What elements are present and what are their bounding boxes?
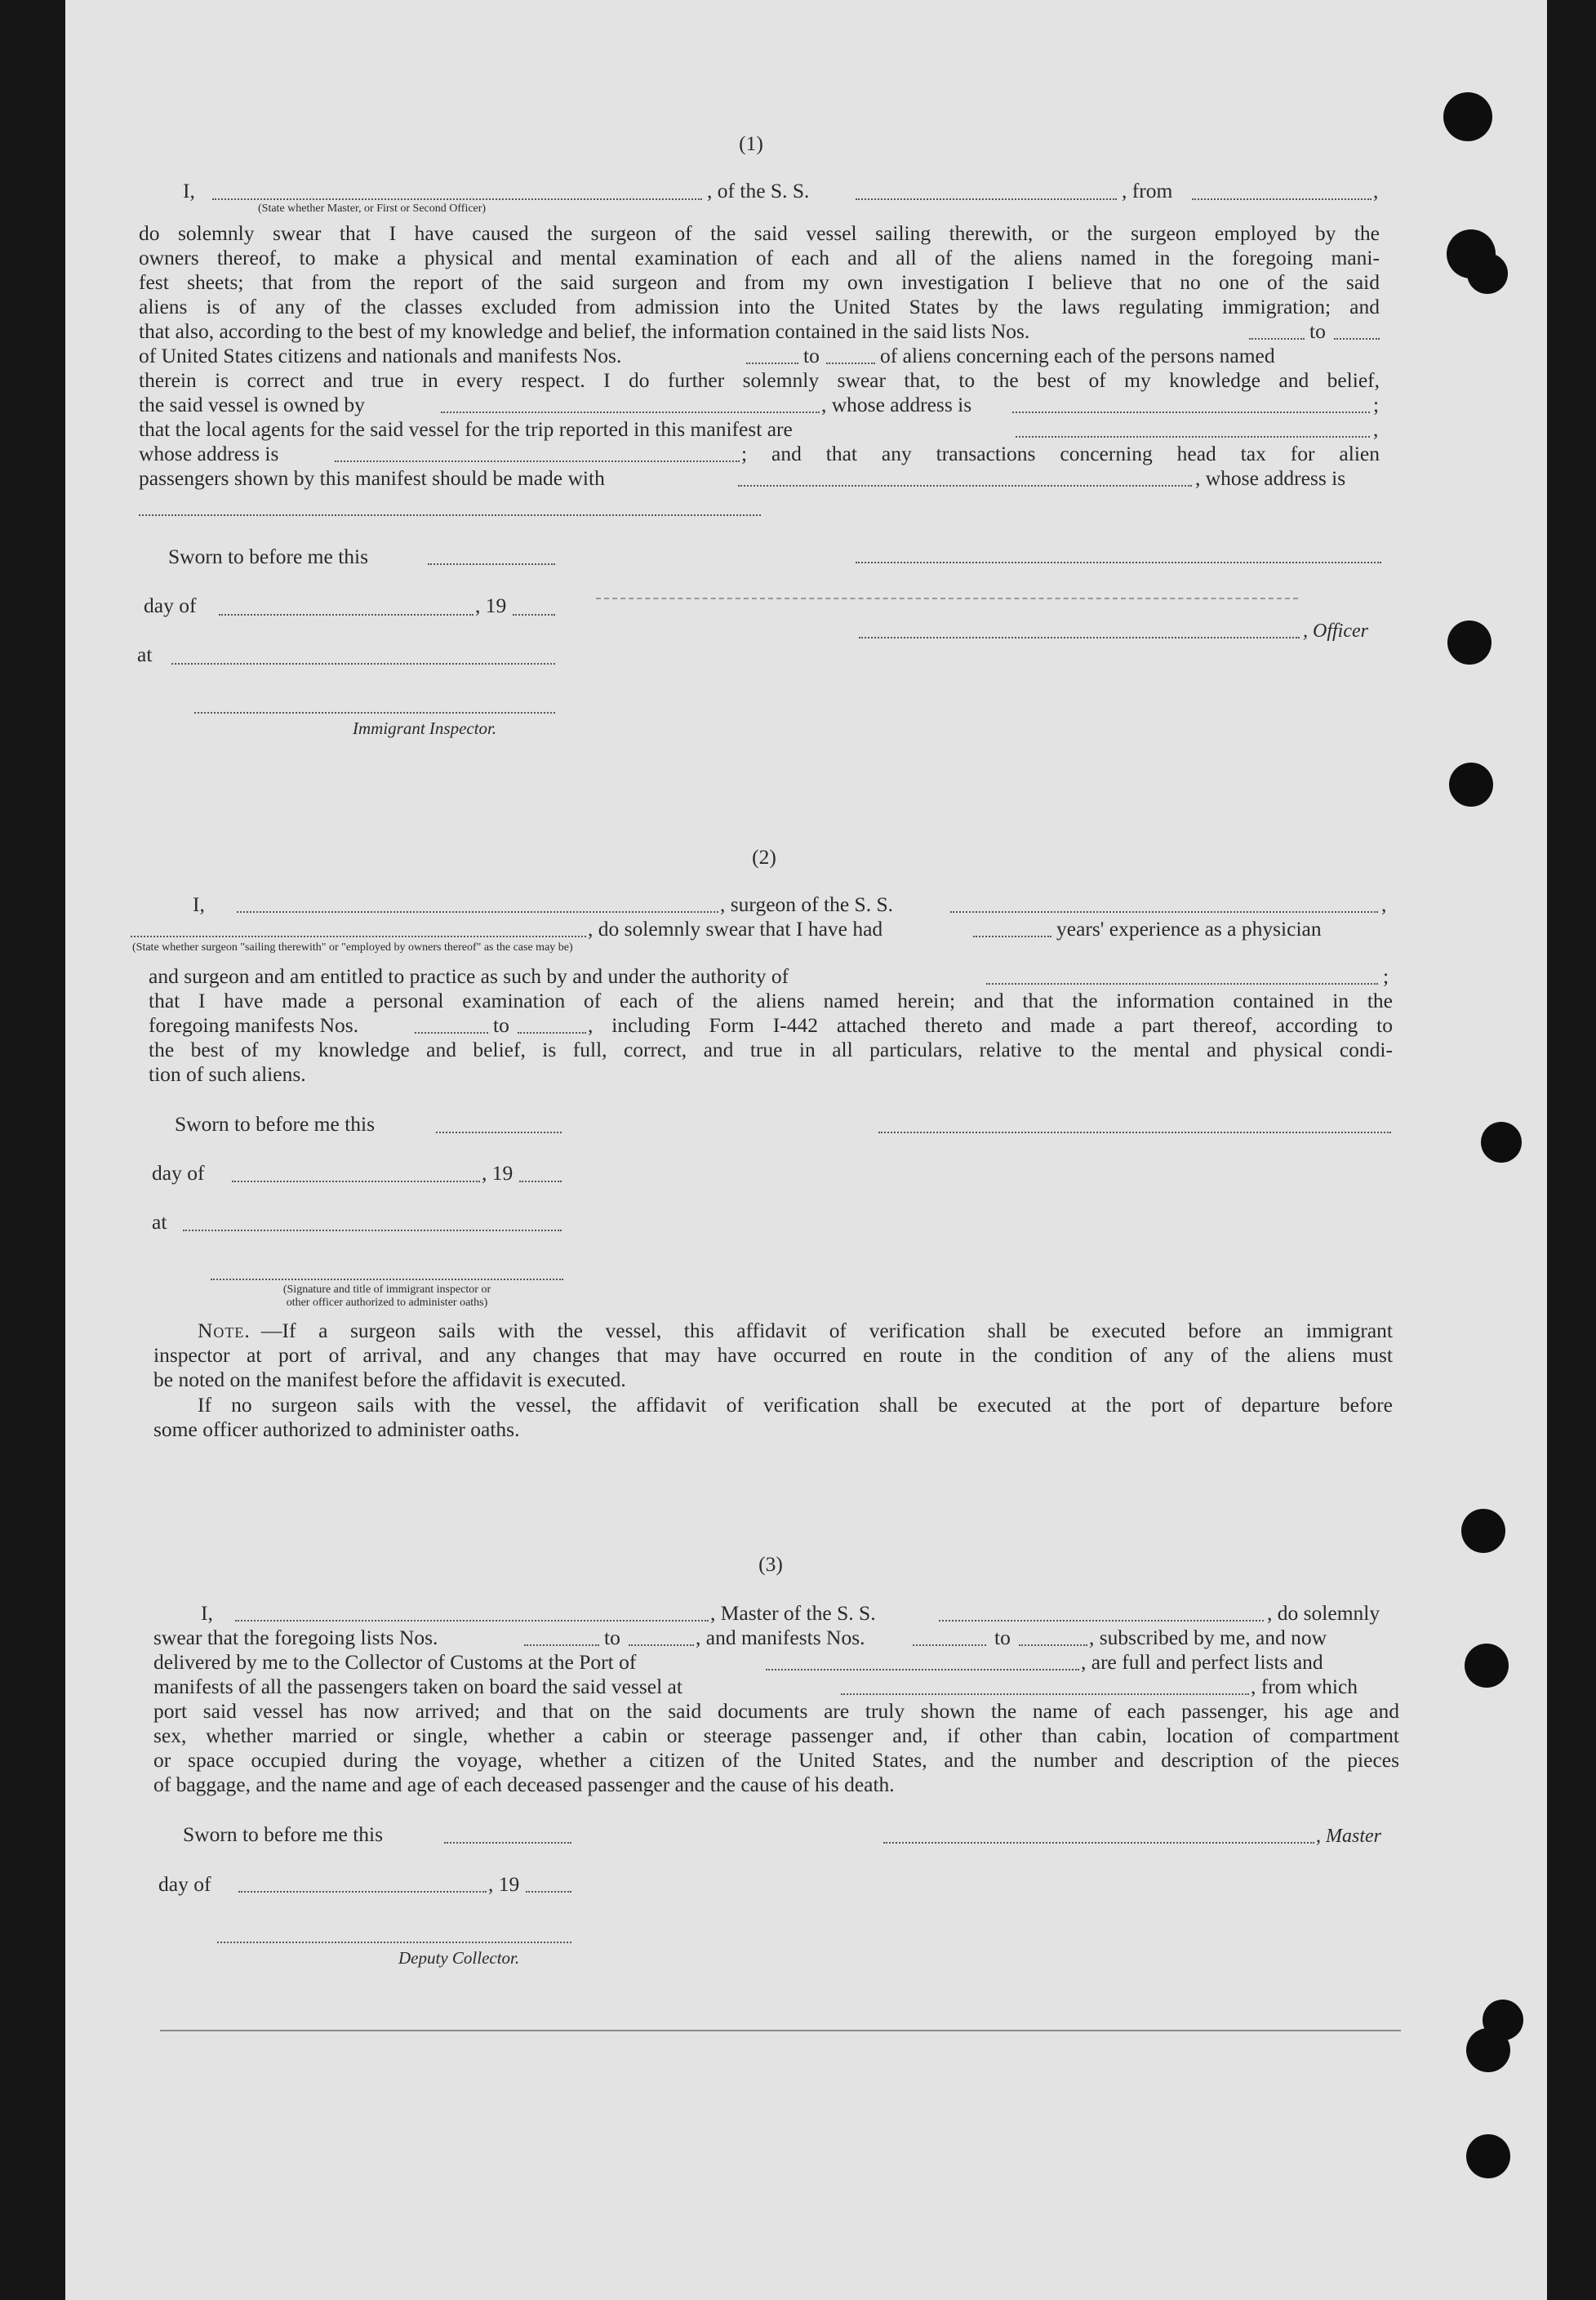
collector-signature-field — [217, 1942, 571, 1943]
oath-text: that also, according to the best of my knowledge and belief, the information contained in the said lists Nos. — [139, 319, 1030, 343]
oath-text: foregoing manifests Nos. — [149, 1013, 359, 1037]
oath-text: do solemnly swear that I have caused the surgeon of the said vessel sailing therewith, or the surgeon employed by the — [139, 221, 1380, 245]
lists-from-field — [1249, 338, 1305, 340]
day-of-field — [232, 1181, 480, 1182]
binder-hole — [1447, 621, 1492, 665]
oath-text: , are full and perfect lists and — [1081, 1650, 1323, 1674]
master-final-signature-field — [883, 1842, 1314, 1844]
punctuation: , — [1373, 179, 1379, 202]
master-manifests-to-field — [1019, 1644, 1087, 1646]
year-label: , 19 — [488, 1872, 520, 1896]
oath-text: aliens is of any of the classes excluded from admission into the United States by the laws regulating immigration; and — [139, 295, 1380, 318]
sworn-label: Sworn to before me this — [175, 1112, 376, 1136]
bottom-rule — [160, 2030, 1401, 2031]
affiant-label: I, — [183, 179, 195, 202]
inspector-title: Immigrant Inspector. — [353, 718, 497, 738]
oath-text: swear that the foregoing lists Nos. — [153, 1626, 438, 1649]
note-text: —If a surgeon sails with the vessel, this affidavit of verification shall be executed before an immigrant — [261, 1319, 1393, 1342]
oath-text: ; and that any transactions concerning head tax for alien — [741, 442, 1380, 465]
vessel-label: , of the S. S. — [707, 179, 810, 202]
master-lists-from-field — [524, 1644, 599, 1646]
master-name-field — [235, 1620, 709, 1622]
practice-authority-field — [986, 983, 1378, 985]
oath-text: the said vessel is owned by — [139, 393, 365, 416]
binder-hole — [1465, 1644, 1509, 1688]
oath-text: fest sheets; that from the report of the said surgeon and from my own investigation I believe that no one of the said — [139, 270, 1380, 294]
oath-text: port said vessel has now arrived; and that on the said documents are truly shown the name of each passenger, his age and — [153, 1699, 1399, 1723]
agents-address-field — [335, 460, 740, 462]
place-field — [171, 663, 555, 665]
oath-text: tion of such aliens. — [149, 1062, 306, 1086]
surgeon-manifests-to-field — [518, 1032, 586, 1034]
sworn-label: Sworn to before me this — [168, 545, 369, 568]
year-label: , 19 — [482, 1161, 513, 1185]
oath-text: , Master of the S. S. — [710, 1601, 876, 1625]
day-label: day of — [152, 1161, 205, 1185]
collector-title: Deputy Collector. — [398, 1948, 520, 1968]
note-text: inspector at port of arrival, and any changes that may have occurred en route in the condition of any of the aliens must — [153, 1343, 1393, 1367]
years-experience-field — [973, 936, 1051, 937]
note-text: some officer authorized to administer oaths. — [153, 1417, 520, 1441]
owner-address-field — [1012, 412, 1370, 413]
binder-hole — [1443, 92, 1492, 141]
punctuation: ; — [1373, 393, 1380, 416]
signature-hint: other officer authorized to administer oaths) — [286, 1297, 488, 1309]
oath-text: , from which — [1251, 1675, 1358, 1698]
owner-field — [441, 412, 820, 413]
master-manifests-from-field — [913, 1644, 986, 1646]
sworn-date-field — [428, 563, 555, 565]
binder-hole — [1449, 763, 1493, 807]
oath-text: of aliens concerning each of the persons named — [880, 344, 1275, 367]
lists-to-field — [1334, 338, 1380, 340]
oath-text: , including Form I-442 attached thereto and made a part thereof, according to — [588, 1013, 1393, 1037]
master-signature-field — [856, 562, 1381, 563]
at-label: at — [152, 1210, 167, 1234]
oath-text: delivered by me to the Collector of Customs at the Port of — [153, 1650, 637, 1674]
oath-text: , whose address is — [821, 393, 972, 416]
punctuation: ; — [1383, 964, 1389, 988]
from-label: , from — [1122, 179, 1173, 202]
year-field — [513, 614, 555, 616]
inspector-signature-field — [194, 712, 555, 714]
oath-text: , whose address is — [1195, 466, 1346, 490]
divider — [596, 598, 1298, 599]
master-vessel-field — [939, 1620, 1264, 1622]
at-label: at — [137, 643, 153, 666]
collector-port-field — [766, 1669, 1079, 1671]
oath-text: , do solemnly swear that I have had — [588, 917, 883, 941]
to-label: to — [994, 1626, 1011, 1649]
oath-text: that I have made a personal examination of each of the aliens named herein; and that the information contained in the — [149, 989, 1393, 1012]
embarkation-port-field — [841, 1693, 1249, 1695]
section-number: (3) — [758, 1552, 783, 1576]
officer-signature-field — [859, 637, 1300, 638]
surgeon-label: I, — [193, 892, 205, 916]
to-label: to — [493, 1013, 509, 1037]
departure-port-field — [1192, 198, 1371, 200]
note-label: Note. — [198, 1319, 251, 1342]
day-of-field — [219, 614, 473, 616]
manifests-from-field — [746, 363, 798, 364]
head-tax-contact-field — [738, 485, 1192, 487]
local-agents-field — [1016, 436, 1370, 438]
oath-text: sex, whether married or single, whether a cabin or steerage passenger and, if other than cabin, location of compartment — [153, 1724, 1399, 1747]
sworn-date-field — [444, 1842, 571, 1844]
master-label: I, — [201, 1601, 213, 1625]
place-field — [183, 1230, 562, 1231]
field-hint: (State whether Master, or First or Second Officer) — [258, 202, 487, 215]
head-tax-address-field — [139, 514, 761, 516]
field-hint: (State whether surgeon "sailing therewith" or "employed by owners thereof" as the case may be) — [132, 941, 573, 954]
affiant-officer-field — [212, 198, 702, 200]
day-of-field — [238, 1891, 487, 1893]
year-field — [519, 1181, 562, 1182]
oath-text: of United States citizens and nationals and manifests Nos. — [139, 344, 622, 367]
oath-text: years' experience as a physician — [1056, 917, 1322, 941]
oath-text: , do solemnly — [1267, 1601, 1380, 1625]
oath-text: and surgeon and am entitled to practice as such by and under the authority of — [149, 964, 789, 988]
punctuation: , — [1373, 417, 1379, 441]
binder-hole — [1481, 1122, 1522, 1163]
year-label: , 19 — [475, 594, 507, 617]
oath-text: manifests of all the passengers taken on board the said vessel at — [153, 1675, 682, 1698]
oath-text: or space occupied during the voyage, whether a citizen of the United States, and the number and description of the pieces — [153, 1748, 1399, 1772]
note-text: If no surgeon sails with the vessel, the affidavit of verification shall be executed at the port of departure before — [198, 1393, 1393, 1417]
master-lists-to-field — [629, 1644, 694, 1646]
note-text: be noted on the manifest before the affidavit is executed. — [153, 1368, 626, 1391]
section-number: (2) — [752, 845, 776, 869]
oath-text: passengers shown by this manifest should be made with — [139, 466, 605, 490]
oath-text: therein is correct and true in every respect. I do further solemnly swear that, to the best of my knowledge and belief, — [139, 368, 1380, 392]
vessel-name-field — [856, 198, 1117, 200]
official-signature-field — [211, 1279, 563, 1280]
signature-hint: (Signature and title of immigrant inspector or — [282, 1283, 491, 1296]
oath-text: owners thereof, to make a physical and mental examination of each and all of the aliens named in the foregoing mani- — [139, 246, 1380, 269]
binder-hole — [1461, 1509, 1505, 1553]
surgeon-signature-field — [878, 1132, 1391, 1133]
day-label: day of — [144, 594, 197, 617]
day-label: day of — [158, 1872, 211, 1896]
to-label: to — [1309, 319, 1326, 343]
oath-text: , subscribed by me, and now — [1089, 1626, 1327, 1649]
manifests-to-field — [826, 363, 875, 364]
master-title: , Master — [1316, 1826, 1381, 1847]
surgeon-name-field — [237, 911, 718, 913]
oath-text: , and manifests Nos. — [696, 1626, 865, 1649]
binder-hole — [1467, 253, 1508, 294]
oath-text: , surgeon of the S. S. — [720, 892, 894, 916]
sworn-date-field — [436, 1132, 562, 1133]
to-label: to — [604, 1626, 620, 1649]
binder-hole — [1466, 2134, 1510, 2178]
binder-hole — [1466, 2028, 1510, 2072]
surgeon-status-field — [131, 936, 586, 937]
officer-title: , Officer — [1303, 621, 1368, 642]
year-field — [526, 1891, 571, 1893]
sworn-label: Sworn to before me this — [183, 1822, 384, 1846]
oath-text: of baggage, and the name and age of each deceased passenger and the cause of his death. — [153, 1773, 895, 1796]
surgeon-manifests-from-field — [415, 1032, 488, 1034]
section-number: (1) — [739, 131, 763, 155]
surgeon-vessel-field — [950, 911, 1378, 913]
punctuation: , — [1381, 892, 1387, 916]
oath-text: that the local agents for the said vessel for the trip reported in this manifest are — [139, 417, 793, 441]
to-label: to — [803, 344, 820, 367]
oath-text: the best of my knowledge and belief, is full, correct, and true in all particulars, relative to the mental and physical condi- — [149, 1038, 1393, 1061]
oath-text: whose address is — [139, 442, 279, 465]
